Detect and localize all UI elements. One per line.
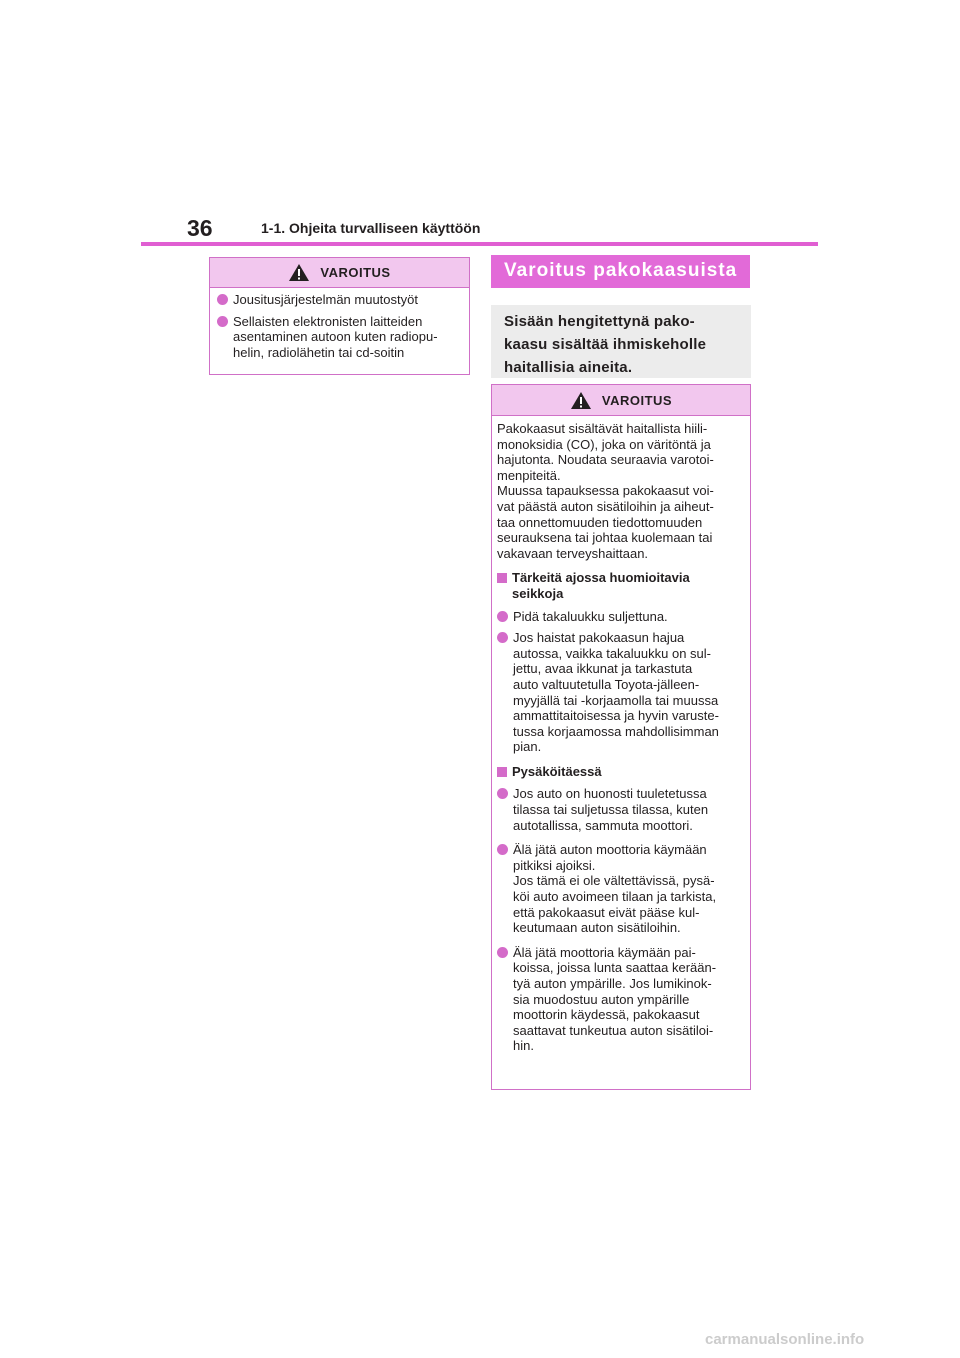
- lead-text: Sisään hengitettynä pako- kaasu sisältää ihmiskeholle haitallisia aineita.: [491, 305, 751, 378]
- subheading: [497, 570, 744, 601]
- square-marker-icon: [497, 573, 507, 583]
- warning-intro: Pakokaasut sisältävät haitallista hiili- monoksidia (CO), joka on väritöntä ja hajutonta. Noudata seuraavia varotoi- menpiteitä. Muussa tapauksessa pakokaasut voi- vat päästä auton sisätiloihin ja aiheut- taa onnettomuuden tiedottomuuden seurauksena tai johtaa kuolemaan tai vakavaan terveyshaittaan.: [497, 421, 714, 561]
- list-item-text: Jousitusjärjestelmän muutostyöt: [233, 292, 418, 307]
- bullet-icon: [217, 316, 228, 327]
- warning-label: VAROITUS: [601, 392, 673, 408]
- subheading-text: Pysäköitäessä: [512, 763, 602, 779]
- page-number: 36: [187, 215, 213, 241]
- list-item: [497, 786, 744, 833]
- bullet-icon: [497, 611, 508, 622]
- warning-header: [210, 258, 469, 288]
- bullet-icon: [497, 632, 508, 643]
- list-item-text: Jos auto on huonosti tuuletetussa tilassa tai suljetussa tilassa, kuten autotallissa, sammuta moottori.: [513, 786, 709, 833]
- warning-body: [210, 288, 469, 360]
- subheading: [497, 764, 744, 780]
- bullet-icon: [497, 947, 508, 958]
- list-item-text: Jos haistat pakokaasun hajua autossa, vaikka takaluukku on sul- jettu, avaa ikkunat ja tarkastuta auto valtuutetulla Toyota-jälleen- myyjällä tai -korjaamolla tai muussa ammattitaitoisessa ja hyvin varuste- tussa korjaamossa mahdollisimman pian.: [513, 630, 719, 755]
- list-item: [217, 314, 461, 361]
- warning-label: VAROITUS: [320, 265, 391, 280]
- bullet-icon: [497, 788, 508, 799]
- square-marker-icon: [497, 767, 507, 777]
- list-item: [497, 842, 744, 936]
- subheading-text: Tärkeitä ajossa huomioitavia seikkoja: [512, 570, 690, 601]
- list-item-text: Älä jätä auton moottoria käymään pitkiksi ajoiksi. Jos tämä ei ole vältettävissä, pysä- köi auto avoimeen tilaan ja tarkista, että pakokaasut eivät pääse kul- keutumaan auton sisätiloihin.: [513, 842, 717, 936]
- list-item-text: Pidä takaluukku suljettuna.: [513, 608, 668, 624]
- warning-header: [492, 385, 750, 416]
- warning-body: [492, 416, 750, 1054]
- list-item-text: Sellaisten elektronisten laitteiden asentaminen autoon kuten radiopu- helin, radiolähetin tai cd-soitin: [233, 313, 438, 360]
- running-header-title: 1-1. Ohjeita turvalliseen käyttöön: [261, 220, 481, 236]
- list-item: [497, 630, 744, 755]
- header-rule: [141, 242, 818, 246]
- list-item: [497, 609, 744, 625]
- list-item-text: Älä jätä moottoria käymään pai- koissa, joissa lunta saattaa kerään- tyä auton ympärille. Jos lumikinok- sia muodostuu auton ympärille moottorin käydessä, pakokaasut saattavat tunkeutua auton sisätiloi- hin.: [513, 944, 717, 1054]
- list-item: [217, 292, 461, 308]
- watermark: carmanualsonline.info: [705, 1331, 865, 1348]
- warning-triangle-icon: [288, 263, 310, 282]
- warning-box-exhaust: [491, 384, 751, 1090]
- warning-triangle-icon: [570, 391, 592, 410]
- bullet-icon: [497, 844, 508, 855]
- list-item: [497, 945, 744, 1054]
- section-title-bar: Varoitus pakokaasuista: [491, 255, 750, 288]
- bullet-icon: [217, 294, 228, 305]
- warning-box-modifications: [209, 257, 470, 375]
